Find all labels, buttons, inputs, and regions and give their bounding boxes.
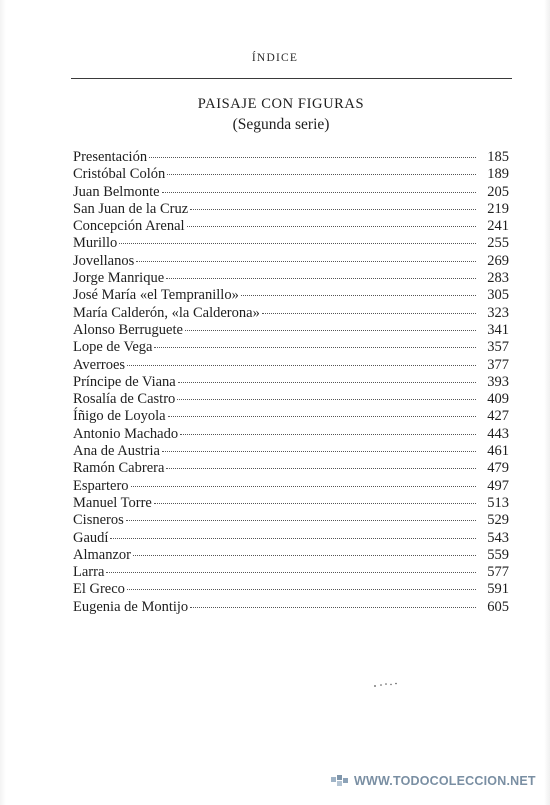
dot-leader [127, 589, 476, 590]
toc-entry-page: 461 [487, 443, 509, 460]
dot-leader [185, 330, 476, 331]
toc-entry-name: Manuel Torre [73, 494, 152, 511]
toc-entry [73, 426, 509, 443]
toc-entry [73, 235, 509, 252]
toc-entry-name: Eugenia de Montijo [73, 598, 189, 615]
toc-entry-name: Rosalía de Castro [73, 391, 176, 408]
section-subtitle: (Segunda serie) [232, 116, 330, 133]
toc-entry-name: Cristóbal Colón [73, 166, 166, 183]
toc-entry-name: Ramón Cabrera [73, 460, 165, 477]
dot-leader [180, 434, 476, 435]
toc-entry-page: 479 [487, 460, 509, 477]
dot-leader [154, 503, 476, 504]
toc-entry-page: 269 [487, 252, 509, 269]
toc-entry-page: 497 [487, 477, 509, 494]
toc-entry-name: Íñigo de Loyola [73, 408, 166, 425]
toc-entry-page: 513 [487, 494, 509, 511]
dot-leader [133, 555, 476, 556]
todocoleccion-logo-icon [330, 774, 350, 788]
toc-entry [73, 287, 509, 304]
toc-entry [73, 322, 509, 339]
toc-entry-page: 189 [487, 166, 509, 183]
toc-entry [73, 581, 509, 598]
toc-entry [73, 184, 509, 201]
dot-leader [119, 243, 476, 244]
toc-entry-page: 393 [487, 373, 509, 390]
dot-leader [167, 174, 476, 175]
toc-entry [73, 512, 509, 529]
watermark [330, 774, 540, 788]
toc-entry-name: Murillo [73, 235, 118, 252]
toc-entry-name: Cisneros [73, 512, 124, 529]
toc-entry [73, 495, 509, 512]
dot-leader [166, 278, 476, 279]
toc-entry [73, 547, 509, 564]
toc-entry [73, 478, 509, 495]
toc-entry-name: Juan Belmonte [73, 183, 160, 200]
toc-entry-page: 283 [487, 270, 509, 287]
toc-entry [73, 166, 509, 183]
toc-entry-name: Jorge Manrique [73, 270, 165, 287]
toc-entry [73, 460, 509, 477]
print-speck [372, 682, 400, 688]
toc-entry-page: 323 [487, 304, 509, 321]
toc-entry-page: 591 [487, 581, 509, 598]
toc-entry-page: 605 [487, 598, 509, 615]
toc-entry [73, 564, 509, 581]
dot-leader [162, 192, 476, 193]
toc-entry-name: Lope de Vega [73, 339, 153, 356]
toc-entry-page: 377 [487, 356, 509, 373]
toc-entry-name: Larra [73, 564, 105, 581]
dot-leader [131, 486, 476, 487]
toc-entry [73, 408, 509, 425]
toc-entry [73, 530, 509, 547]
toc-entry-name: Gaudí [73, 529, 109, 546]
dot-leader [168, 416, 476, 417]
dot-leader [187, 226, 476, 227]
toc-entry [73, 391, 509, 408]
toc-entry-page: 255 [487, 235, 509, 252]
dot-leader [126, 520, 476, 521]
dot-leader [149, 157, 476, 158]
toc-entry [73, 374, 509, 391]
toc-entry [73, 339, 509, 356]
toc-entry-name: Antonio Machado [73, 425, 179, 442]
toc-entry [73, 305, 509, 322]
toc-entry-name: María Calderón, «la Calderona» [73, 304, 260, 321]
toc-entry-name: San Juan de la Cruz [73, 200, 189, 217]
toc-entry-page: 543 [487, 529, 509, 546]
toc-entry [73, 201, 509, 218]
watermark-text: WWW.TODOCOLECCION.NET [354, 774, 536, 788]
toc-entry-page: 427 [487, 408, 509, 425]
toc-entry-name: Concepción Arenal [73, 218, 185, 235]
dot-leader [177, 399, 476, 400]
dot-leader [110, 538, 476, 539]
toc-entry-page: 341 [487, 321, 509, 338]
section-title: PAISAJE CON FIGURAS [197, 96, 365, 112]
dot-leader [262, 313, 476, 314]
header-rule [71, 78, 512, 79]
toc-entry [73, 149, 509, 166]
toc-entry [73, 443, 509, 460]
dot-leader [166, 468, 476, 469]
toc-entry [73, 599, 509, 616]
toc-entry-page: 443 [487, 425, 509, 442]
toc-entry-page: 185 [487, 149, 509, 165]
toc-entry-page: 577 [487, 564, 509, 581]
toc-entry-page: 241 [487, 218, 509, 235]
toc-entry [73, 357, 509, 374]
toc-entry-page: 559 [487, 546, 509, 563]
toc-entry-page: 409 [487, 391, 509, 408]
toc-entry-page: 529 [487, 512, 509, 529]
toc-entry [73, 253, 509, 270]
dot-leader [162, 451, 476, 452]
toc-entry-name: Príncipe de Viana [73, 373, 176, 390]
dot-leader [190, 209, 476, 210]
toc-entry-name: Almanzor [73, 546, 131, 563]
toc-entry-name: José María «el Tempranillo» [73, 287, 239, 304]
toc-entry-name: El Greco [73, 581, 125, 598]
dot-leader [106, 572, 476, 573]
toc-entry-name: Alonso Berruguete [73, 321, 183, 338]
toc-entry-name: Espartero [73, 477, 129, 494]
dot-leader [241, 295, 476, 296]
toc-entry-page: 357 [487, 339, 509, 356]
dot-leader [136, 261, 476, 262]
toc-entry-name: Presentación [73, 149, 148, 165]
toc-entry [73, 218, 509, 235]
dot-leader [127, 365, 476, 366]
running-header: ÍNDICE [251, 52, 299, 64]
toc-entry-name: Jovellanos [73, 252, 135, 269]
toc-entry [73, 270, 509, 287]
dot-leader [178, 382, 476, 383]
toc-entry-page: 205 [487, 183, 509, 200]
dot-leader [154, 347, 476, 348]
table-of-contents [73, 149, 509, 616]
toc-entry-page: 219 [487, 200, 509, 217]
toc-entry-name: Averroes [73, 356, 126, 373]
toc-entry-name: Ana de Austria [73, 443, 160, 460]
dot-leader [190, 607, 476, 608]
toc-entry-page: 305 [487, 287, 509, 304]
